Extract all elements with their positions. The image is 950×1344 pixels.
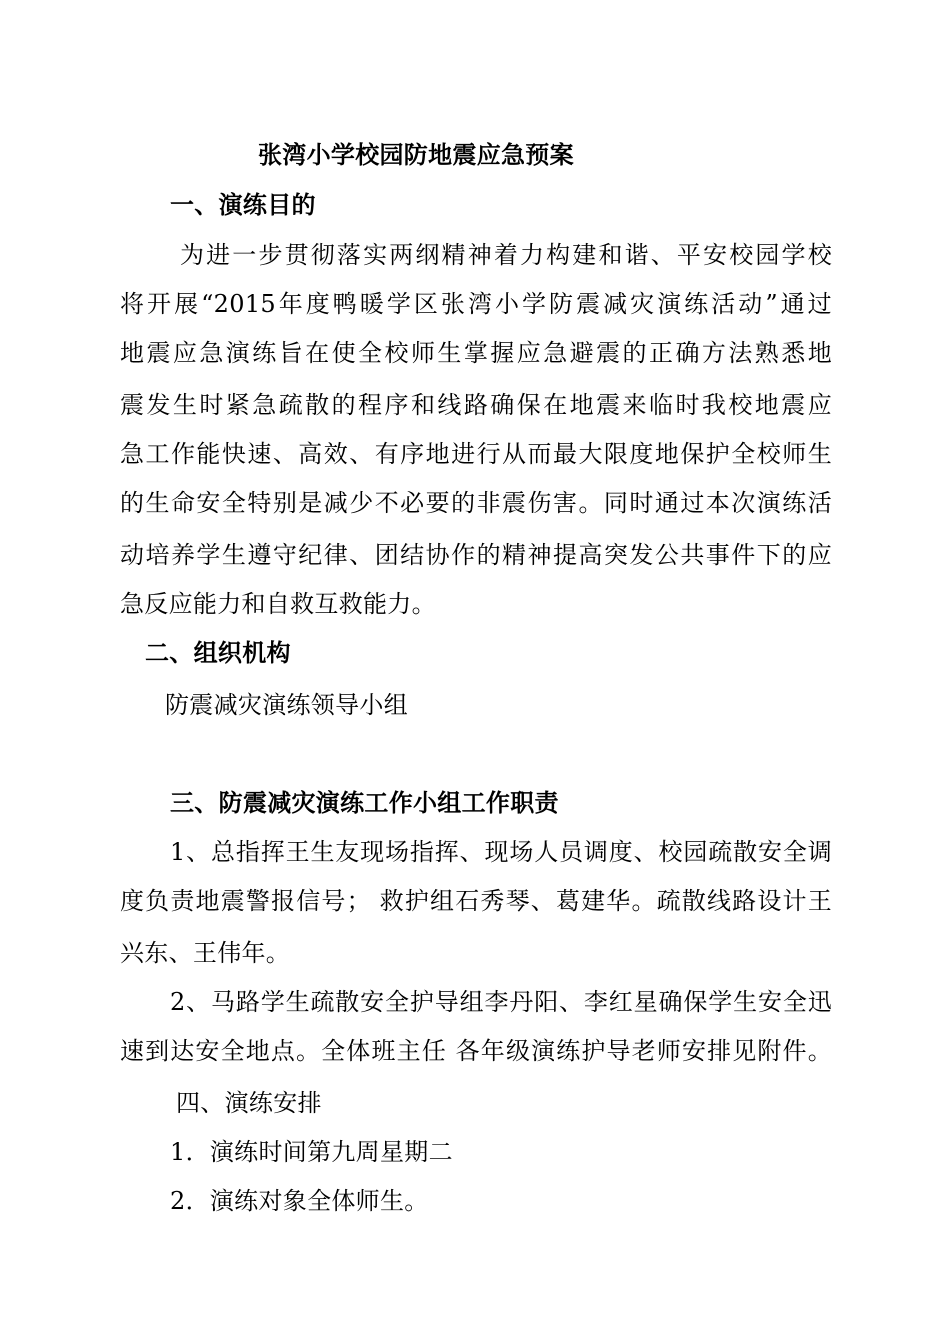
section-1-line: 为进一步贯彻落实两纲精神着力构建和谐、平安校园学校 <box>180 241 832 269</box>
section-1-heading: 一、演练目的 <box>170 191 316 219</box>
section-3-item-1-line: 度负责地震警报信号； 救护组石秀琴、葛建华。疏散线路设计王 <box>120 887 832 915</box>
section-1-line: 地震应急演练旨在使全校师生掌握应急避震的正确方法熟悉地 <box>120 339 832 367</box>
section-1-line: 动培养学生遵守纪律、团结协作的精神提高突发公共事件下的应 <box>120 541 832 569</box>
section-1-line: 急工作能快速、高效、有序地进行从而最大限度地保护全校师生 <box>120 440 832 468</box>
section-4-item: 2．演练对象全体师生。 <box>170 1187 429 1215</box>
section-2-heading: 二、组织机构 <box>145 639 291 667</box>
section-1-line: 急反应能力和自救互救能力。 <box>120 590 436 618</box>
section-3-item-2-line: 速到达安全地点。全体班主任 各年级演练护导老师安排见附件。 <box>120 1037 832 1065</box>
section-4-heading: 四、演练安排 <box>176 1089 322 1117</box>
document-title: 张湾小学校园防地震应急预案 <box>258 141 574 169</box>
section-2-text: 防震减灾演练领导小组 <box>165 691 408 719</box>
section-1-line: 震发生时紧急疏散的程序和线路确保在地震来临时我校地震应 <box>120 391 832 419</box>
section-3-heading: 三、防震减灾演练工作小组工作职责 <box>170 789 559 817</box>
section-3-item-2-line: 2、马路学生疏散安全护导组李丹阳、李红星确保学生安全迅 <box>170 988 832 1016</box>
section-1-line: 将开展“2015年度鸭暖学区张湾小学防震减灾演练活动”通过 <box>120 290 832 318</box>
section-3-item-1-line: 1、总指挥王生友现场指挥、现场人员调度、校园疏散安全调 <box>170 838 832 866</box>
section-1-line: 的生命安全特别是减少不必要的非震伤害。同时通过本次演练活 <box>120 489 832 517</box>
section-3-item-1-line: 兴东、王伟年。 <box>120 939 291 967</box>
section-4-item: 1．演练时间第九周星期二 <box>170 1138 453 1166</box>
